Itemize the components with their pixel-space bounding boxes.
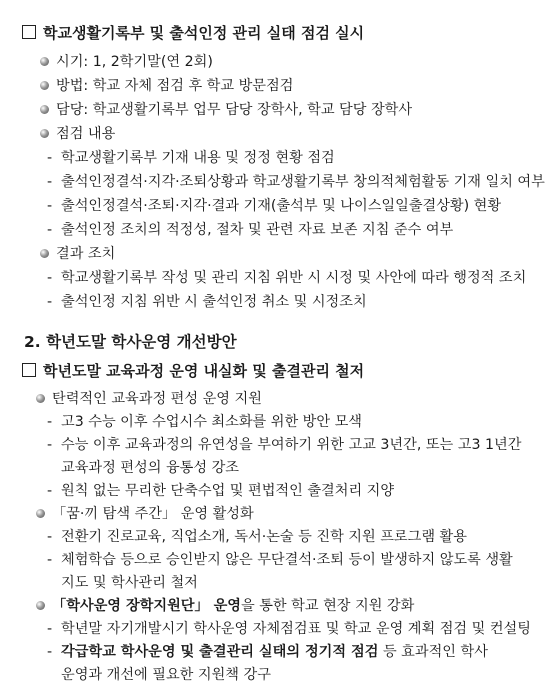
list-item-text-bold: 「학사운영 장학지원단」 운영 [52, 598, 242, 614]
sub-item-continuation: 운영과 개선에 필요한 지원책 강구 [61, 667, 271, 683]
sub-item: - 학교생활기록부 작성 및 관리 지침 위반 시 시정 및 사안에 따라 행정적 조치 [47, 270, 527, 286]
section2-title: 2. 학년도말 학사운영 개선방안 [24, 333, 237, 351]
list-item [36, 503, 550, 523]
sub-item: - 출석인정결석·지각·조퇴상황과 학교생활기록부 창의적체험활동 기재 일치 여부 [47, 174, 545, 190]
sub-item: - 고3 수능 이후 수업시수 최소화를 위한 방안 모색 [47, 414, 362, 430]
list-item-text: 방법: 학교 자체 점검 후 학교 방문점검 [56, 78, 294, 94]
sub-item: - 원칙 없는 무리한 단축수업 및 편법적인 출결처리 지양 [47, 483, 395, 499]
bullet-icon [36, 509, 45, 518]
sub-item-text-bold: 각급학교 학사운영 및 출결관리 실태의 정기적 점검 [61, 644, 379, 660]
sub-item-text: 출석인정 지침 위반 시 출석인정 취소 및 시정조치 [61, 294, 367, 310]
list-item-text: 시기: 1, 2학기말(연 2회) [56, 54, 213, 70]
list-item [36, 595, 550, 615]
list-item [40, 75, 550, 95]
checkbox-square-icon [22, 25, 36, 39]
sub-item-text: 출석인정결석·지각·조퇴상황과 학교생활기록부 창의적체험활동 기재 일치 여부 [61, 174, 545, 190]
section1-heading-row [22, 22, 550, 43]
sub-item-text: 체험학습 등으로 승인받지 않은 무단결석·조퇴 등이 발생하지 않도록 생활 [61, 552, 513, 568]
sub-item-text: 학교생활기록부 기재 내용 및 정정 현황 점검 [61, 150, 335, 166]
list-item-text: 「꿈·끼 탐색 주간」 운영 활성화 [52, 506, 254, 522]
sub-item-continuation: 지도 및 학사관리 철저 [61, 575, 198, 591]
sub-item: - 출석인정 지침 위반 시 출석인정 취소 및 시정조치 [47, 294, 367, 310]
sub-item-text: 수능 이후 교육과정의 유연성을 부여하기 위한 고교 3년간, 또는 고3 1년간 [61, 437, 522, 453]
sub-item: - 출석인정 조치의 적정성, 절차 및 관련 자료 보존 지침 준수 여부 [47, 222, 454, 238]
section2-heading-row [22, 360, 550, 381]
list-item-text: 탄력적인 교육과정 편성 운영 지원 [52, 391, 262, 407]
bullet-icon [40, 81, 49, 90]
list-item [40, 51, 550, 71]
bullet-icon [36, 394, 45, 403]
list-item-text: 결과 조치 [56, 246, 116, 262]
sub-item: - 출석인정결석·조퇴·지각·결과 기재(출석부 및 나이스일일출결상황) 현황 [47, 198, 502, 214]
sub-item-continuation: 교육과정 편성의 융통성 강조 [61, 460, 239, 476]
sub-item: - 각급학교 학사운영 및 출결관리 실태의 정기적 점검 등 효과적인 학사 [47, 644, 488, 660]
sub-item: - 수능 이후 교육과정의 유연성을 부여하기 위한 고교 3년간, 또는 고3 1년간 [47, 437, 522, 453]
sub-item: - 학교생활기록부 기재 내용 및 정정 현황 점검 [47, 150, 335, 166]
bullet-icon [40, 129, 49, 138]
sub-item-text: 전환기 진로교육, 직업소개, 독서·논술 등 진학 지원 프로그램 활용 [61, 529, 467, 545]
list-item-text: 을 통한 학교 현장 지원 강화 [241, 598, 415, 614]
list-item [40, 99, 550, 119]
sub-item-text: 등 효과적인 학사 [378, 644, 488, 660]
sub-item-text: 출석인정 조치의 적정성, 절차 및 관련 자료 보존 지침 준수 여부 [61, 222, 454, 238]
sub-item: - 전환기 진로교육, 직업소개, 독서·논술 등 진학 지원 프로그램 활용 [47, 529, 467, 545]
sub-item: - 체험학습 등으로 승인받지 않은 무단결석·조퇴 등이 발생하지 않도록 생활 [47, 552, 513, 568]
bullet-icon [40, 57, 49, 66]
list-item [40, 243, 550, 263]
section1-heading: 학교생활기록부 및 출석인정 관리 실태 점검 실시 [43, 24, 365, 42]
bullet-icon [36, 601, 45, 610]
sub-item-text: 학교생활기록부 작성 및 관리 지침 위반 시 시정 및 사안에 따라 행정적 조치 [61, 270, 527, 286]
sub-item-text: 원칙 없는 무리한 단축수업 및 편법적인 출결처리 지양 [61, 483, 395, 499]
list-item-text: 담당: 학교생활기록부 업무 담당 장학사, 학교 담당 장학사 [56, 102, 413, 118]
sub-item-text: 출석인정결석·조퇴·지각·결과 기재(출석부 및 나이스일일출결상황) 현황 [61, 198, 502, 214]
list-item-text: 점검 내용 [56, 126, 116, 142]
sub-item-text: 고3 수능 이후 수업시수 최소화를 위한 방안 모색 [61, 414, 362, 430]
list-item [40, 123, 550, 143]
section2-heading: 학년도말 교육과정 운영 내실화 및 출결관리 철저 [43, 362, 365, 380]
sub-item-text: 학년말 자기개발시기 학사운영 자체점검표 및 학교 운영 계획 점검 및 컨설팅 [61, 621, 531, 637]
checkbox-square-icon [22, 363, 36, 377]
sub-item: - 학년말 자기개발시기 학사운영 자체점검표 및 학교 운영 계획 점검 및 컨설팅 [47, 621, 531, 637]
bullet-icon [40, 249, 49, 258]
list-item [36, 388, 550, 408]
bullet-icon [40, 105, 49, 114]
